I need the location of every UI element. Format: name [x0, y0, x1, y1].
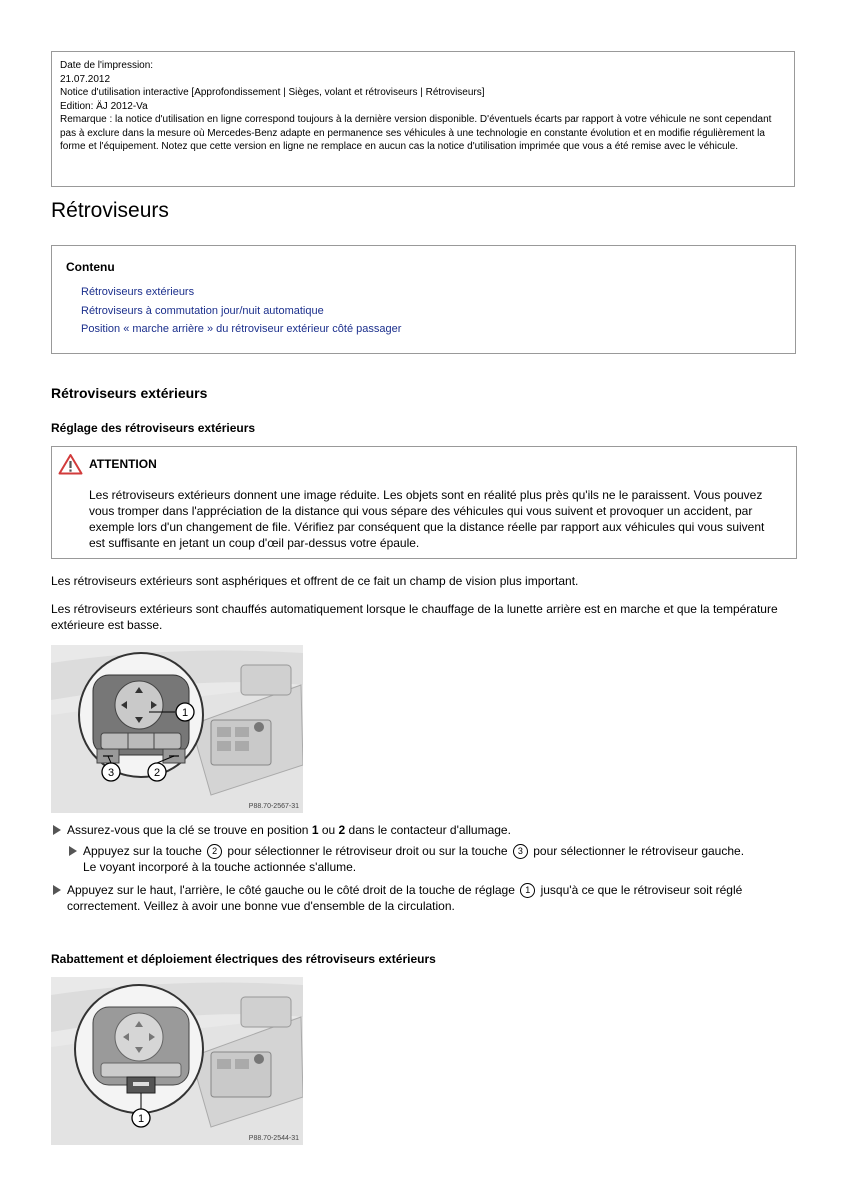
step-adjust-mirror: Appuyez sur le haut, l'arrière, le côté gauche ou le côté droit de la touche de réglage 1 jusqu'à ce que le rétroviseur soit réglé correctement. Veillez à avoir une bonne vue d'ensemble de la circulation.	[67, 883, 743, 913]
callout-2	[148, 763, 166, 781]
remark: Remarque : la notice d'utilisation en ligne correspond toujours à la dernière version disponible. D'éventuels écarts par rapport à votre véhicule ne sont cependant pas à exclure dans la mesure où Mercedes-Benz adapte en permanence ses véhicules à une technologie en constante évolution et en modifie régulièrement la forme et l'équipement. Notez que cette version en ligne ne remplace en aucun cas la notice d'utilisation imprimée que vous a été remise avec le véhicule.	[60, 114, 772, 152]
warning-text: Les rétroviseurs extérieurs donnent une image réduite. Les objets sont en réalité plus près qu'ils ne le paraissent. Vous pouvez vous tromper dans l'appréciation de la distance qui vous sépare des véhicules qui vous suivent et provoquer un accident, par exemple lors d'un changement de file. Vérifiez par conséquent que la distance réelle par rapport aux véhicules qui vous suivent est suffisante en jetant un coup d'œil par-dessus votre épaule.	[89, 488, 765, 550]
substep-select-mirror: Appuyez sur la touche 2 pour sélectionner le rétroviseur droit ou sur la touche 3 pour sélectionner le rétroviseur gauche. Le voyant incorporé à la touche actionnée s'allume.	[83, 844, 745, 874]
section-title: Rétroviseurs extérieurs	[51, 385, 208, 401]
section-subtitle-folding: Rabattement et déploiement électriques des rétroviseurs extérieurs	[51, 952, 436, 966]
svg-text:2: 2	[153, 767, 161, 779]
door-panel-illustration-2	[51, 977, 303, 1145]
inline-callout-1: 1	[520, 883, 535, 898]
page-title: Rétroviseurs	[51, 199, 169, 222]
svg-text:3: 3	[107, 767, 115, 779]
paragraph-aspheric: Les rétroviseurs extérieurs sont asphériques et offrent de ce fait un champ de vision plus important.	[51, 574, 579, 588]
figure-code: P88.70-2544-31	[248, 1135, 299, 1142]
print-info-box	[51, 51, 795, 187]
warning-box	[51, 446, 797, 559]
figure-code: P88.70-2567-31	[248, 803, 299, 810]
step-arrow-icon	[53, 885, 61, 895]
toc-link-exterior-mirrors[interactable]: Rétroviseurs extérieurs	[81, 286, 195, 298]
step-arrow-icon	[53, 825, 61, 835]
door-panel-illustration	[51, 645, 303, 813]
inline-callout-3: 3	[513, 844, 528, 859]
print-date: 21.07.2012	[60, 73, 111, 85]
step-ignition: Assurez-vous que la clé se trouve en position 1 ou 2 dans le contacteur d'allumage.	[67, 823, 511, 837]
callout-1	[132, 1109, 150, 1127]
manual-path: Notice d'utilisation interactive [Approfondissement | Sièges, volant et rétroviseurs | Rétroviseurs]	[60, 87, 485, 98]
warning-title: ATTENTION	[89, 457, 157, 471]
print-date-label: Date de l'impression:	[60, 60, 154, 71]
section-subtitle: Réglage des rétroviseurs extérieurs	[51, 421, 256, 435]
mirror-folding-figure	[51, 977, 303, 1145]
inline-callout-2: 2	[207, 844, 222, 859]
toc-title: Contenu	[66, 260, 115, 274]
toc-link-auto-dimming[interactable]: Rétroviseurs à commutation jour/nuit automatique	[81, 304, 324, 317]
callout-1	[176, 703, 194, 721]
table-of-contents	[51, 245, 796, 354]
warning-triangle-icon	[58, 453, 83, 475]
paragraph-heated: Les rétroviseurs extérieurs sont chauffés automatiquement lorsque le chauffage de la lunette arrière est en marche et que la température extérieure est basse.	[51, 602, 778, 632]
mirror-adjust-figure	[51, 645, 303, 813]
svg-text:1: 1	[181, 707, 189, 719]
svg-text:1: 1	[137, 1113, 145, 1125]
callout-3	[102, 763, 120, 781]
substep-arrow-icon	[69, 846, 77, 856]
toc-link-reverse-position[interactable]: Position « marche arrière » du rétroviseur extérieur côté passager	[81, 323, 402, 335]
edition: Edition: ÄJ 2012-Va	[60, 100, 148, 112]
